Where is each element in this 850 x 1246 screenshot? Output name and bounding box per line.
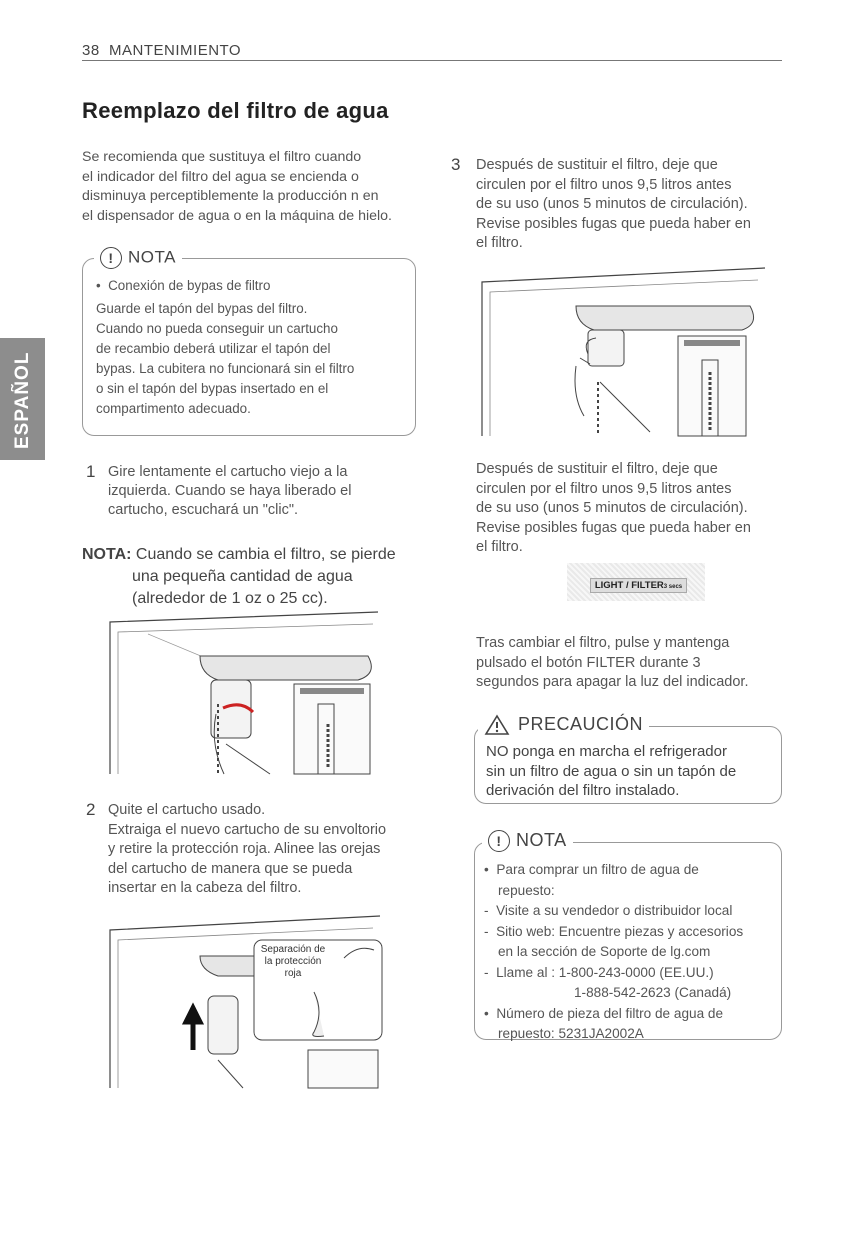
reset-indicator-text xyxy=(476,634,796,693)
section-name: MANTENIMIENTO xyxy=(109,42,242,59)
caution-line: sin un filtro de agua o sin un tapón de xyxy=(486,762,737,780)
step-2-number: 2 xyxy=(86,800,96,819)
intro-line: Se recomienda que sustituya el filtro cuando xyxy=(82,149,362,165)
step-line: circulen por el filtro unos 9,5 litros antes xyxy=(476,176,732,193)
step-1-number: 1 xyxy=(86,462,96,481)
step-line: del cartucho de manera que se pueda xyxy=(108,860,353,877)
warning-icon xyxy=(484,714,510,736)
step-2-text xyxy=(108,801,448,899)
para-line: Después de sustituir el filtro, deje que xyxy=(476,461,718,477)
page-header xyxy=(82,42,241,59)
step-3-text xyxy=(476,156,796,254)
note-line: 1-888-542-2623 (Canadá) xyxy=(574,985,732,1000)
note-line: repuesto: 5231JA2002A xyxy=(498,1026,644,1041)
para-line: segundos para apagar la luz del indicador. xyxy=(476,674,749,690)
callout-line: roja xyxy=(284,968,302,979)
note-line: bypas. La cubitera no funcionará sin el filtro xyxy=(96,361,355,376)
exclamation-icon: ! xyxy=(100,247,122,269)
step-line: Gire lentamente el cartucho viejo a la xyxy=(108,464,348,480)
nota-label: NOTA: xyxy=(82,546,132,563)
note-line: compartimento adecuado. xyxy=(96,401,251,416)
callout-line: Separación de xyxy=(260,944,326,955)
note-bullet: • Número de pieza del filtro de agua de xyxy=(484,1005,724,1021)
note-line: Cuando no pueda conseguir un cartucho xyxy=(96,321,338,336)
intro-paragraph xyxy=(82,148,442,226)
intro-line: disminuya perceptiblemente la producción n en xyxy=(82,188,379,204)
step-line: y retire la protección roja. Alinee las orejas xyxy=(108,841,381,857)
note-dash: - Sitio web: Encuentre piezas y accesorios xyxy=(484,923,744,939)
step-1-text xyxy=(108,463,428,520)
button-label: LIGHT / FILTER xyxy=(594,580,664,591)
note-body-2 xyxy=(484,860,780,1045)
step-heading: Quite el cartucho usado. xyxy=(108,802,266,818)
caution-line: NO ponga en marcha el refrigerador xyxy=(486,743,727,760)
para-line: Revise posibles fugas que pueda haber en xyxy=(476,519,751,536)
language-tab-label: ESPAÑOL xyxy=(12,351,33,449)
note-line: Guarde el tapón del bypas del filtro. xyxy=(96,301,308,316)
para-line: pulsado el botón FILTER durante 3 xyxy=(476,654,701,671)
note-body-1 xyxy=(96,276,406,419)
note-line: o sin el tapón del bypas insertado en el xyxy=(96,381,329,396)
note-line: Número de pieza del filtro de agua de xyxy=(496,1005,724,1021)
caution-body xyxy=(486,742,776,801)
para-line: circulen por el filtro unos 9,5 litros antes xyxy=(476,480,732,497)
illustration-check-leaks xyxy=(480,262,770,438)
intro-line: el indicador del filtro del agua se encienda o xyxy=(82,168,359,185)
step-line: Extraiga el nuevo cartucho de su envoltorio xyxy=(108,821,387,838)
note-line: Visite a su vendedor o distribuidor local xyxy=(496,903,733,918)
caution-heading xyxy=(478,714,649,736)
note-dash: - Llame al : 1-800-243-0000 (EE.UU.) xyxy=(484,964,714,980)
note-line: repuesto: xyxy=(498,882,555,898)
step-line: Revise posibles fugas que pueda haber en xyxy=(476,215,751,232)
step-line: Después de sustituir el filtro, deje que xyxy=(476,157,718,173)
note-line: en la sección de Soporte de lg.com xyxy=(498,944,711,959)
note-title: NOTA xyxy=(128,247,176,267)
callout-line: la protección xyxy=(264,956,322,967)
note-line: Para comprar un filtro de agua de xyxy=(496,862,699,877)
note-line: de recambio deberá utilizar el tapón del xyxy=(96,341,331,356)
note-bullet: • Para comprar un filtro de agua de xyxy=(484,862,699,877)
step-3-number: 3 xyxy=(451,155,461,174)
step-line: el filtro. xyxy=(476,235,523,251)
nota-line: (alrededor de 1 oz o 25 cc). xyxy=(132,590,328,607)
note-heading-1 xyxy=(94,247,182,269)
para-line: Tras cambiar el filtro, pulse y mantenga xyxy=(476,635,730,651)
page-title: Reemplazo del filtro de agua xyxy=(82,98,389,123)
note-dash: - Visite a su vendedor o distribuidor local xyxy=(484,903,733,918)
note-heading-2 xyxy=(482,830,573,852)
step-line: izquierda. Cuando se haya liberado el xyxy=(108,483,352,499)
step-line: cartucho, escuchará un "clic". xyxy=(108,502,299,518)
callout-remove-red-cap xyxy=(258,944,328,980)
note-line: Sitio web: Encuentre piezas y accesorios xyxy=(496,923,744,939)
note-bullet: • Conexión de bypas de filtro xyxy=(96,278,271,293)
illustration-insert-cartridge xyxy=(108,910,393,1090)
after-replacement-text xyxy=(476,460,796,558)
nota-line: una pequeña cantidad de agua xyxy=(132,568,353,585)
intro-line: el dispensador de agua o en la máquina de hielo. xyxy=(82,207,392,224)
para-line: de su uso (unos 5 minutos de circulación). xyxy=(476,500,748,516)
note-line: Llame al : 1-800-243-0000 (EE.UU.) xyxy=(496,964,714,980)
note-bullet-text: Conexión de bypas de filtro xyxy=(108,278,271,293)
page-number: 38 xyxy=(82,42,100,59)
step-line: de su uso (unos 5 minutos de circulación). xyxy=(476,196,748,212)
caution-title: PRECAUCIÓN xyxy=(518,714,644,734)
header-rule xyxy=(82,60,782,61)
light-filter-button xyxy=(590,578,687,593)
button-sub-label: 3 secs xyxy=(663,584,683,590)
exclamation-icon: ! xyxy=(488,830,510,852)
para-line: el filtro. xyxy=(476,539,523,555)
nota-inline xyxy=(82,544,442,610)
note-title: NOTA xyxy=(516,830,567,850)
nota-line: Cuando se cambia el filtro, se pierde xyxy=(135,546,396,563)
caution-line: derivación del filtro instalado. xyxy=(486,782,680,799)
step-line: insertar en la cabeza del filtro. xyxy=(108,880,302,896)
illustration-twist-cartridge xyxy=(108,604,388,776)
